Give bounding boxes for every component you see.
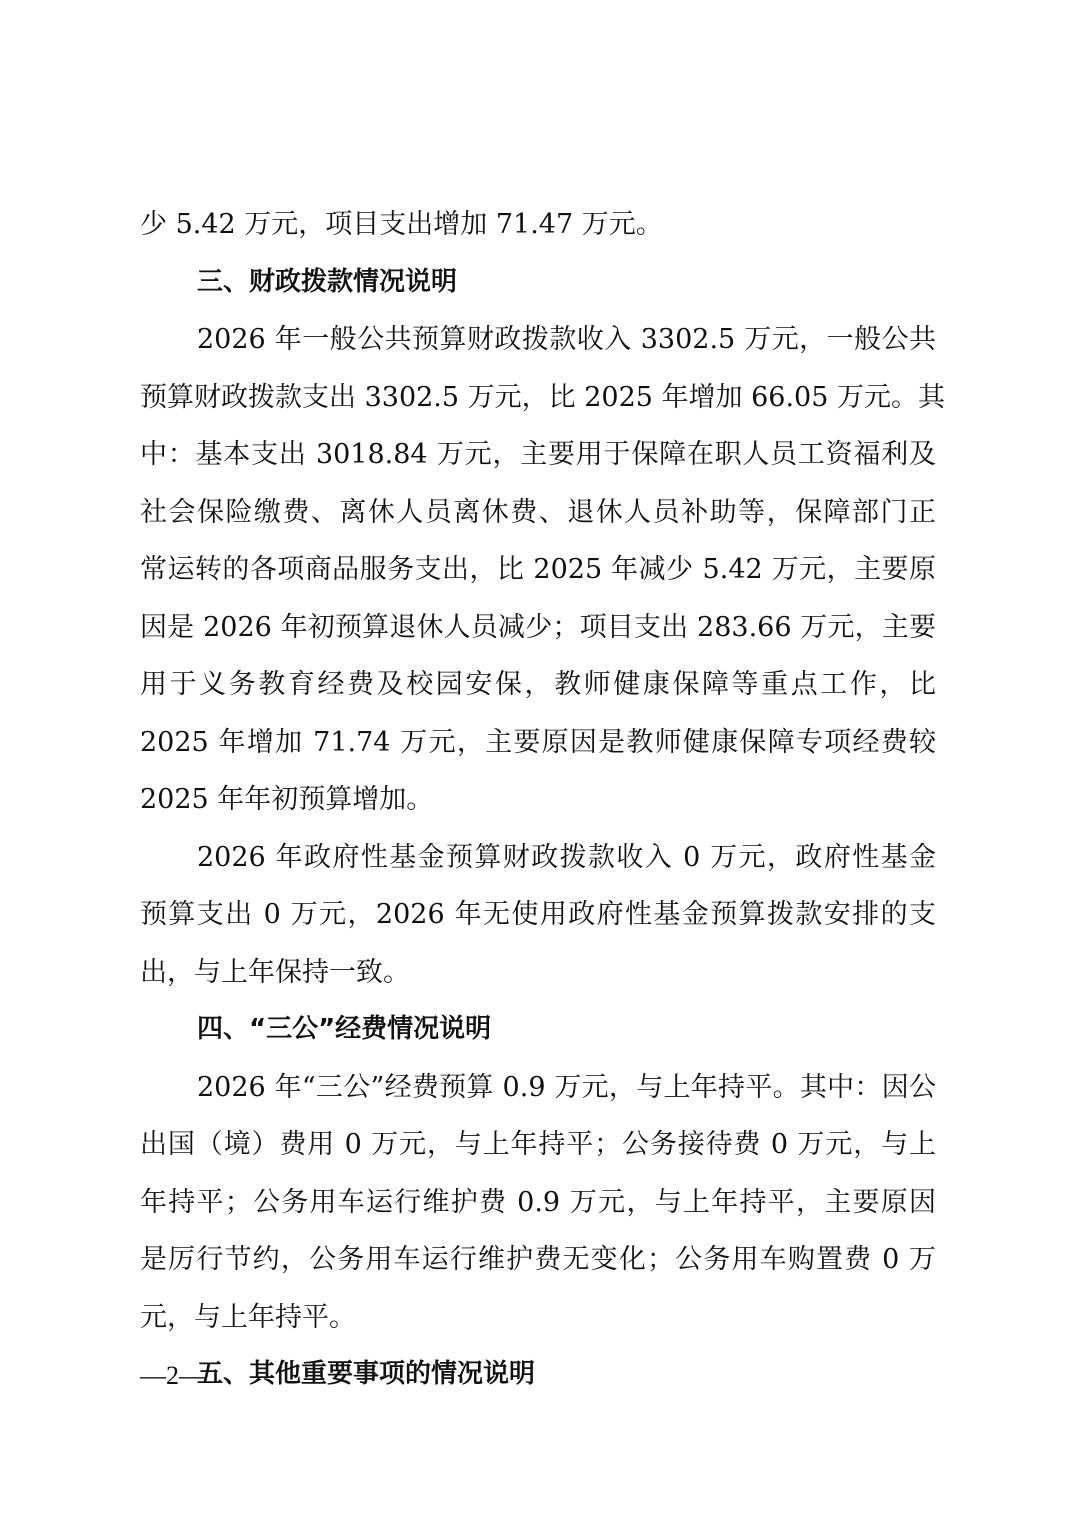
text-line: 用于义务教育经费及校园安保，教师健康保障等重点工作，比: [140, 669, 936, 700]
document-body: [140, 196, 945, 1404]
section-heading-fiscal-appropriation: 三、财政拨款情况说明: [197, 266, 458, 297]
text-line: 年持平；公务用车运行维护费 0.9 万元，与上年持平，主要原因: [140, 1186, 936, 1218]
text-line: 2026 年“三公”经费预算 0.9 万元，与上年持平。其中：因公: [197, 1071, 936, 1103]
text-line: 预算支出 0 万元，2026 年无使用政府性基金预算拨款安排的支: [140, 899, 936, 930]
text-line: 因是 2026 年初预算退休人员减少；项目支出 283.66 万元，主要: [140, 611, 936, 643]
page-number: —2—: [140, 1361, 205, 1390]
text-line: 出，与上年保持一致。: [140, 956, 410, 988]
text-line: 常运转的各项商品服务支出，比 2025 年减少 5.42 万元，主要原: [140, 554, 936, 585]
text-line: 2026 年一般公共预算财政拨款收入 3302.5 万元，一般公共: [197, 324, 936, 355]
section-heading-other-matters: 五、其他重要事项的情况说明: [197, 1359, 536, 1389]
text-line: 2026 年政府性基金预算财政拨款收入 0 万元，政府性基金: [197, 841, 936, 873]
text-line: 预算财政拨款支出 3302.5 万元，比 2025 年增加 66.05 万元。其: [140, 381, 945, 413]
text-line: 元，与上年持平。: [140, 1301, 356, 1333]
section-heading-three-public-expenses: 四、“三公”经费情况说明: [197, 1014, 492, 1044]
text-line: 中：基本支出 3018.84 万元，主要用于保障在职人员工资福利及: [140, 439, 936, 470]
text-line: 2025 年年初预算增加。: [140, 784, 434, 815]
text-line: 少 5.42 万元，项目支出增加 71.47 万元。: [140, 209, 663, 240]
text-line: 出国（境）费用 0 万元，与上年持平；公务接待费 0 万元，与上: [140, 1129, 936, 1160]
text-line: 社会保险缴费、离休人员离休费、退休人员补助等，保障部门正: [140, 496, 936, 528]
text-line: 是厉行节约，公务用车运行维护费无变化；公务用车购置费 0 万: [140, 1244, 936, 1275]
text-line: 2025 年增加 71.74 万元，主要原因是教师健康保障专项经费较: [140, 726, 936, 758]
